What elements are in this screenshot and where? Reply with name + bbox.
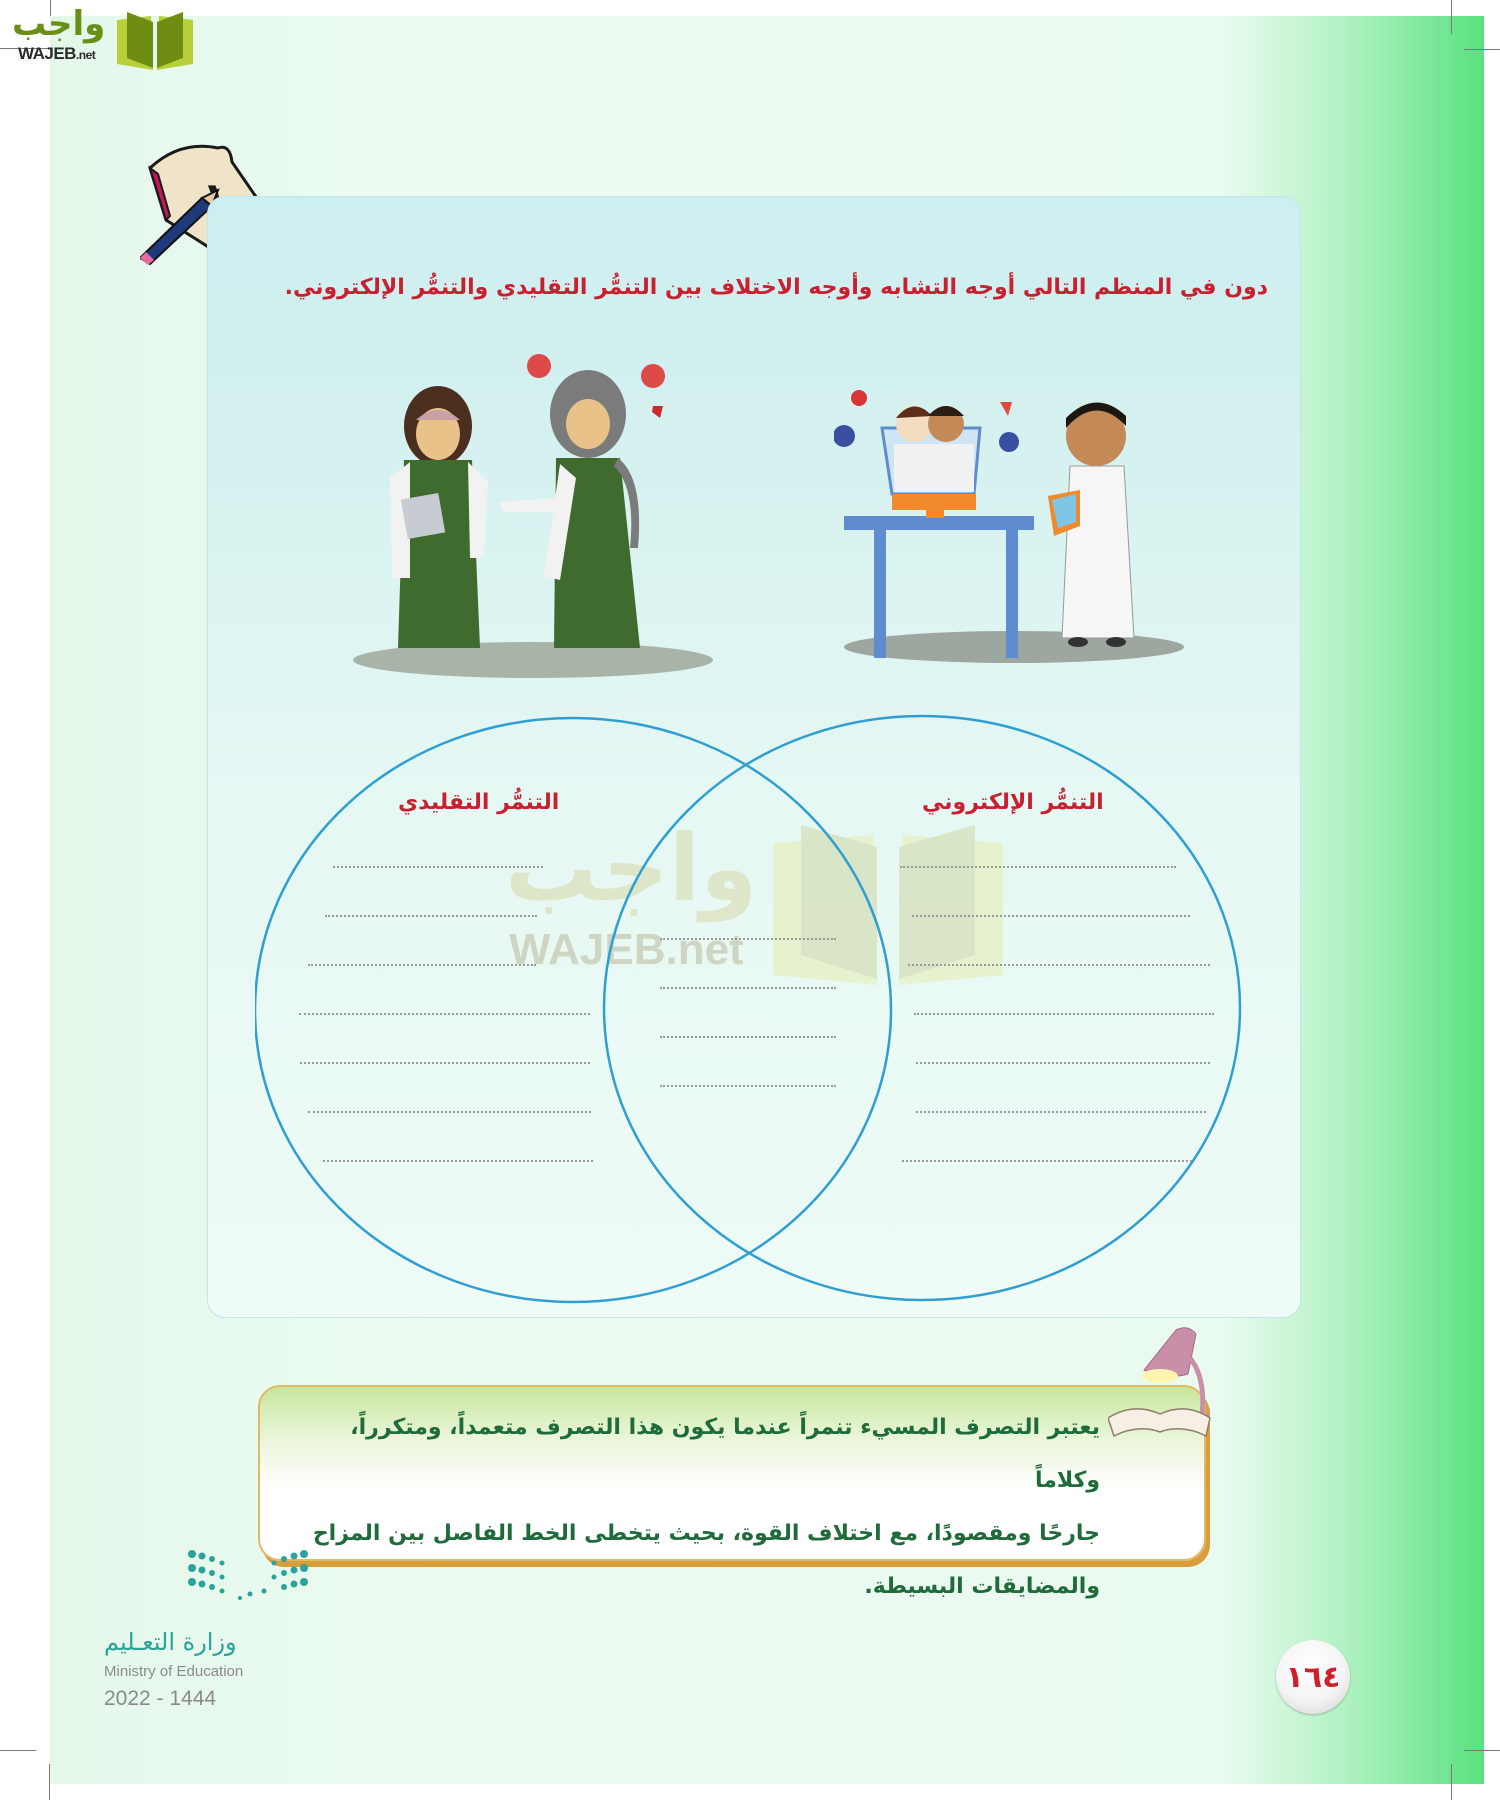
ministry-name-english: Ministry of Education (104, 1663, 244, 1680)
answer-line-left[interactable] (308, 964, 536, 966)
answer-line-right[interactable] (916, 1111, 1206, 1113)
book-icon (115, 8, 195, 70)
answer-line-right[interactable] (912, 915, 1190, 917)
definition-text: يعتبر التصرف المسيء تنمراً عندما يكون هذا التصرف متعمداً، ومتكرراً، وكلاماً جارحًا ومقصودًا، مع اختلاف القوة، بحيث يتخطى الخط الفاصل بين المزاح والمضايقات البسيطة. (312, 1415, 1100, 1599)
answer-line-left[interactable] (300, 1062, 590, 1064)
answer-line-left[interactable] (325, 915, 537, 917)
crop-mark (1451, 0, 1452, 34)
lamp-book-icon (1108, 1318, 1218, 1438)
crop-mark (1451, 1764, 1452, 1800)
answer-line-center[interactable] (660, 987, 836, 989)
answer-line-right[interactable] (900, 866, 1176, 868)
ministry-name-arabic: وزارة التعـليم (104, 1628, 237, 1656)
answer-line-center[interactable] (660, 1085, 836, 1087)
page-number: ١٦٤ (1276, 1640, 1350, 1714)
logo-arabic: واجب (12, 4, 106, 44)
answer-line-left[interactable] (308, 1111, 591, 1113)
answer-line-right[interactable] (902, 1160, 1192, 1162)
venn-circle-left (255, 718, 891, 1302)
answer-line-center[interactable] (660, 938, 836, 940)
activity-instruction: دون في المنظم التالي أوجه التشابه وأوجه الاختلاف بين التنمُّر التقليدي والتنمُّر الإلكتروني. (284, 275, 1268, 300)
answer-line-left[interactable] (323, 1160, 593, 1162)
answer-line-center[interactable] (660, 1036, 836, 1038)
crop-mark (0, 1750, 36, 1751)
crop-mark (1464, 49, 1500, 50)
logo-latin: WAJEB.net (18, 44, 96, 63)
crop-mark (49, 1764, 50, 1800)
traditional-bullying-illustration (348, 348, 718, 678)
answer-line-right[interactable] (908, 964, 1210, 966)
definition-note (258, 1385, 1206, 1599)
answer-line-right[interactable] (916, 1062, 1210, 1064)
crop-mark (1464, 1750, 1500, 1751)
ministry-of-education-logo (100, 1550, 300, 1720)
venn-label-electronic: التنمُّر الإلكتروني (922, 790, 1104, 815)
ministry-dots-icon (188, 1550, 308, 1610)
answer-line-right[interactable] (914, 1013, 1214, 1015)
venn-label-traditional: التنمُّر التقليدي (398, 790, 560, 815)
answer-line-left[interactable] (333, 866, 543, 868)
wajeb-logo[interactable] (8, 4, 193, 70)
edition-year: 2022 - 1444 (104, 1687, 217, 1710)
cyberbullying-illustration (834, 366, 1194, 666)
answer-line-left[interactable] (299, 1013, 590, 1015)
